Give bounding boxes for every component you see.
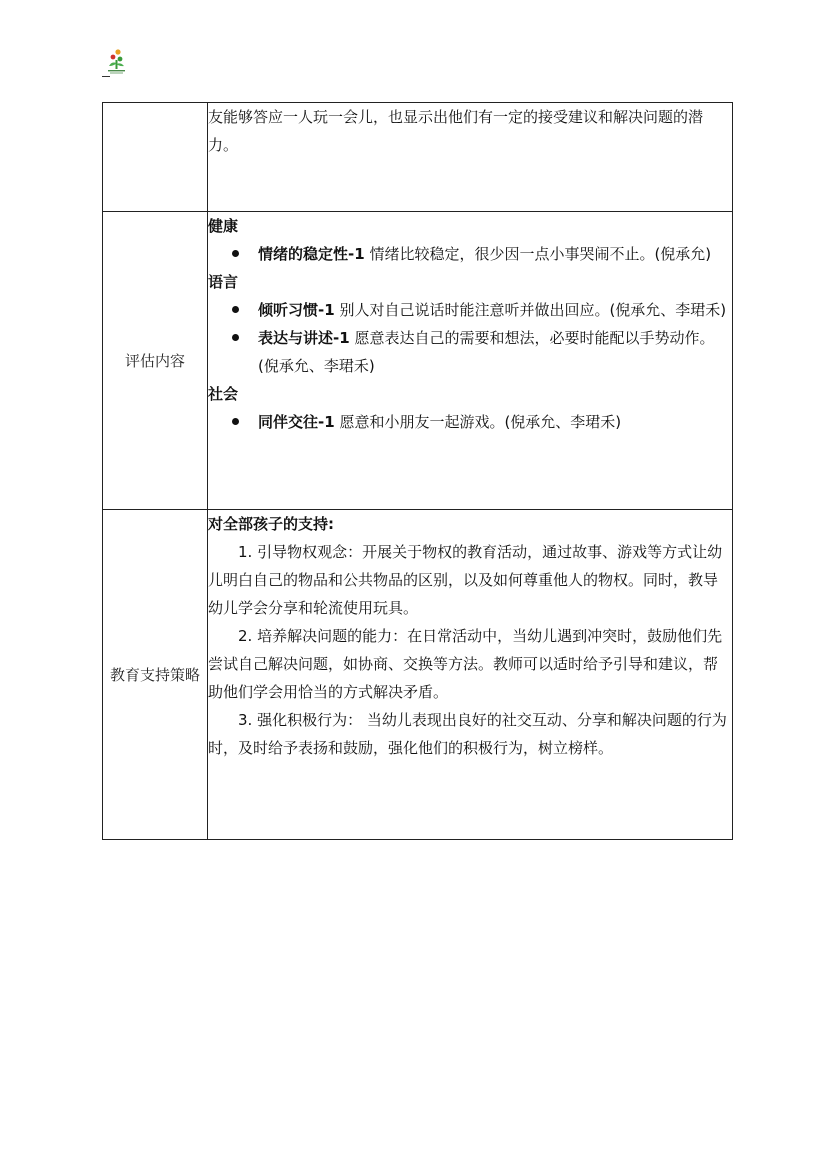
item-text: 别人对自己说话时能注意听并做出回应。(倪承允、李珺禾) (334, 301, 727, 319)
list-item (222, 296, 732, 324)
bullet-list (208, 240, 732, 268)
continuation-text: 友能够答应一人玩一会儿，也显示出他们有一定的接受建议和解决问题的潜力。 (208, 108, 704, 154)
support-paragraph: 1. 引导物权观念：开展关于物权的教育活动，通过故事、游戏等方式让幼儿明白自己的物品和公共物品的区别，以及如何尊重他人的物权。同时，教导幼儿学会分享和轮流使用玩具。 (208, 543, 723, 617)
assessment-label: 评估内容 (103, 212, 208, 510)
row-label (103, 103, 208, 212)
support-label: 教育支持策略 (103, 510, 208, 840)
bullet-list (208, 408, 732, 436)
item-text: 愿意和小朋友一起游戏。(倪承允、李珺禾) (334, 413, 622, 431)
list-item (222, 408, 732, 436)
table-row (103, 510, 733, 840)
section-heading: 语言 (208, 273, 239, 291)
bullet-list (208, 296, 732, 380)
support-paragraph: 2. 培养解决问题的能力：在日常活动中，当幼儿遇到冲突时，鼓励他们先尝试自己解决问题，如协商、交换等方法。教师可以适时给予引导和建议，帮助他们学会用恰当的方式解决矛盾。 (208, 627, 723, 701)
item-title: 倾听习惯-1 (258, 301, 335, 319)
logo-icon (104, 48, 128, 76)
table-row (103, 212, 733, 510)
item-title: 情绪的稳定性-1 (258, 245, 365, 263)
item-title: 同伴交往-1 (258, 413, 335, 431)
item-text: 愿意表达自己的需要和想法，必要时能配以手势动作。(倪承允、李珺禾) (258, 329, 715, 375)
bullet-icon (232, 418, 239, 425)
support-heading: 对全部孩子的支持: (208, 515, 334, 533)
bullet-icon (232, 334, 239, 341)
section-heading: 健康 (208, 217, 239, 235)
assessment-content (208, 212, 733, 510)
bullet-icon (232, 306, 239, 313)
list-item (222, 324, 732, 380)
support-paragraph: 3. 强化积极行为： 当幼儿表现出良好的社交互动、分享和解决问题的行为时，及时给予表扬和鼓励，强化他们的积极行为，树立榜样。 (208, 711, 727, 757)
support-content (208, 510, 733, 840)
assessment-table (102, 102, 733, 840)
item-title: 表达与讲述-1 (258, 329, 350, 347)
item-text: 情绪比较稳定，很少因一点小事哭闹不止。(倪承允) (364, 245, 712, 263)
table-row (103, 103, 733, 212)
list-item (222, 240, 732, 268)
continuation-cell (208, 103, 733, 212)
section-heading: 社会 (208, 385, 239, 403)
bullet-icon (232, 250, 239, 257)
header-rule (102, 76, 110, 77)
